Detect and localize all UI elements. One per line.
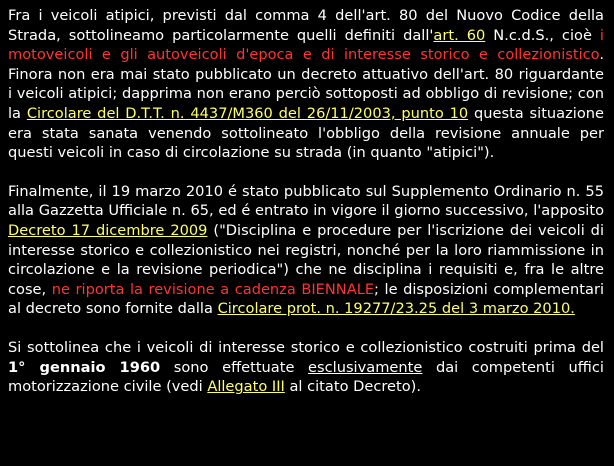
underlined-esclusivamente: esclusivamente	[308, 358, 423, 376]
art-60-link[interactable]: art. 60	[433, 26, 486, 44]
paragraph-veicoli-ante-1960	[8, 338, 604, 397]
paragraph-text: . Finora non era mai stato pubblicato un decreto attuativo dell'art. 80 riguardante i veicoli atipici; dapprima non erano perciò sottoposti ad obbligo di revisione; con la	[8, 46, 604, 122]
highlight-revisione-biennale: ne riporta la revisione a cadenza BIENNALE	[51, 280, 375, 298]
paragraph-decreto-2010	[8, 182, 604, 319]
paragraph-text: ; le disposizioni complementari al decreto sono fornite dalla	[8, 280, 604, 318]
paragraph-text: al citato Decreto).	[284, 378, 422, 396]
bold-date: 1° gennaio 1960	[8, 358, 161, 376]
paragraph-veicoli-atipici	[8, 6, 604, 163]
paragraph-text: Finalmente, il 19 marzo 2010 é stato pubblicato sul Supplemento Ordinario n. 55 alla Gazzetta Ufficiale n. 65, ed é entrato in vigore il giorno successivo, l'apposito	[8, 182, 604, 220]
highlight-veicoli-epoca: i motoveicoli e gli autoveicoli d'epoca e di interesse storico e collezionistico	[8, 26, 604, 64]
paragraph-text: Si sottolinea che i veicoli di interesse storico e collezionistico costruiti prima del	[8, 338, 604, 356]
paragraph-text: questa situazione era stata sanata venendo sottolineato l'obbligo della revisione annuale per questi veicoli in caso di circolazione su strada (in quanto "atipici").	[8, 104, 604, 162]
paragraph-text: N.c.d.S., cioè	[485, 26, 600, 44]
paragraph-text: sono effettuate	[160, 358, 309, 376]
paragraph-text: ("Disciplina e procedure per l'iscrizione dei veicoli di interesse storico e collezionistico nei registri, nonché per la loro riammissione in circolazione e la revisione periodica") che ne disciplina i requisiti e, fra le altre cose,	[8, 221, 605, 298]
circolare-dtt-link[interactable]: Circolare del D.T.T. n. 4437/M360 del 26/11/2003, punto 10	[26, 104, 469, 122]
decreto-17-dicembre-2009-link[interactable]: Decreto 17 dicembre 2009	[8, 221, 208, 239]
paragraph-text: Fra i veicoli atipici, previsti dal comma 4 dell'art. 80 del Nuovo Codice della Strada, sottolineamo particolarmente quelli definiti dall'	[8, 7, 604, 44]
paragraph-text: dai competenti uffici motorizzazione civile (vedi	[8, 358, 604, 396]
circolare-prot-19277-link[interactable]: Circolare prot. n. 19277/23.25 del 3 marzo 2010.	[217, 300, 575, 318]
allegato-iii-link[interactable]: Allegato III	[207, 378, 285, 396]
